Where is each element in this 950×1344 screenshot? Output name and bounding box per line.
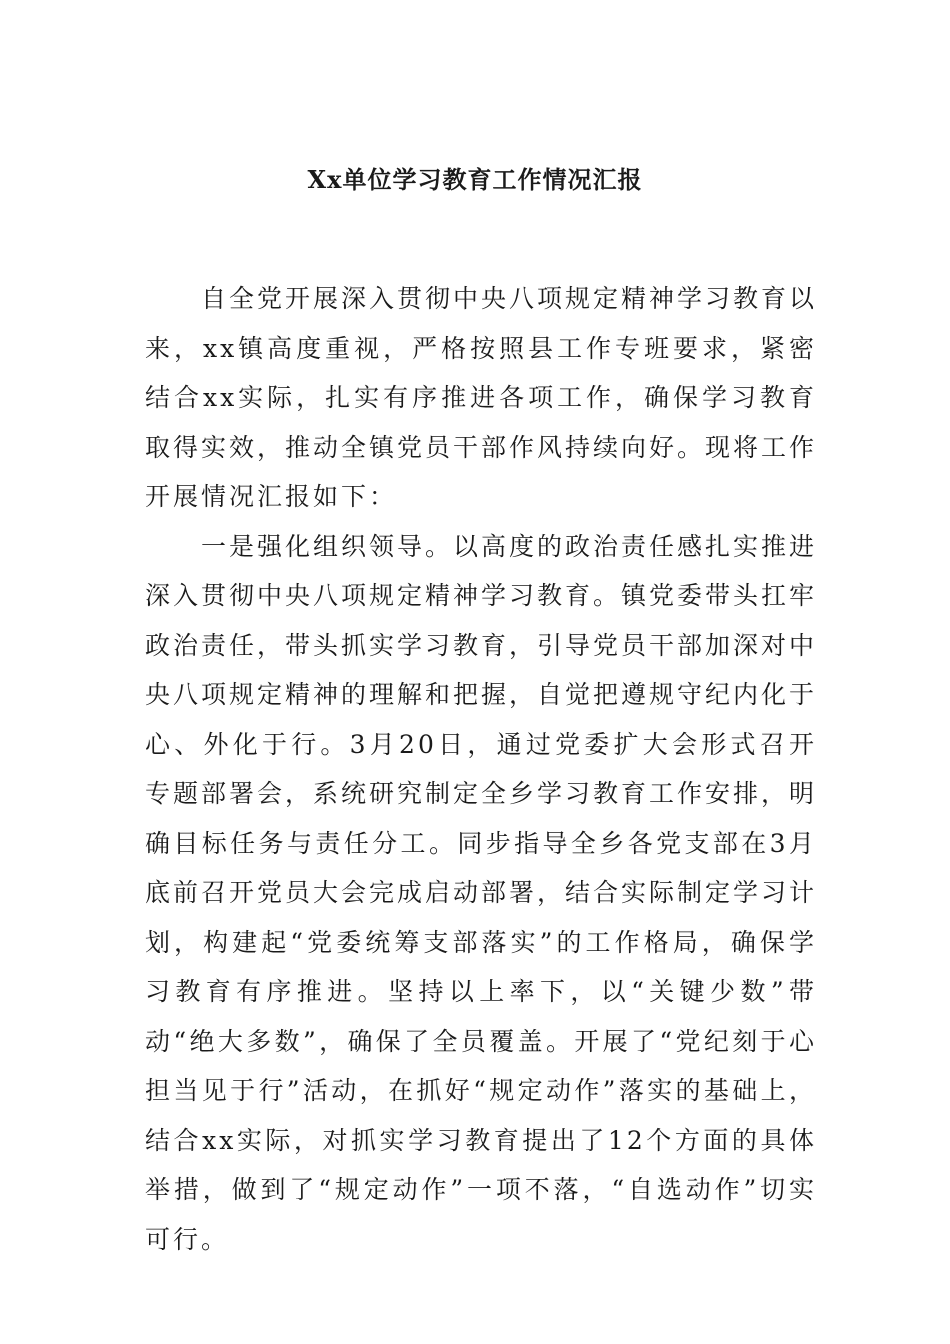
- paragraph-intro: 自全党开展深入贯彻中央八项规定精神学习教育以来，xx镇高度重视，严格按照县工作专班要求，紧密结合xx实际，扎实有序推进各项工作，确保学习教育取得实效，推动全镇党员干部作风持续向好。现将工作开展情况汇报如下：: [145, 284, 818, 511]
- paragraph-organization-leadership: 一是强化组织领导。以高度的政治责任感扎实推进深入贯彻中央八项规定精神学习教育。镇党委带头扛牢政治责任，带头抓实学习教育，引导党员干部加深对中央八项规定精神的理解和把握，自觉把遵规守纪内化于心、外化于行。3月20日，通过党委扩大会形式召开专题部署会，系统研究制定全乡学习教育工作安排，明确目标任务与责任分工。同步指导全乡各党支部在3月底前召开党员大会完成启动部署，结合实际制定学习计划，构建起“党委统筹支部落实”的工作格局，确保学习教育有序推进。坚持以上率下，以“关键少数”带动“绝大多数”，确保了全员覆盖。开展了“党纪刻于心担当见于行”活动，在抓好“规定动作”落实的基础上，结合xx实际，对抓实学习教育提出了12个方面的具体举措，做到了“规定动作”一项不落，“自选动作”切实可行。: [145, 531, 818, 1254]
- document-title: Xx单位学习教育工作情况汇报: [307, 165, 643, 194]
- document-body: [145, 274, 817, 1264]
